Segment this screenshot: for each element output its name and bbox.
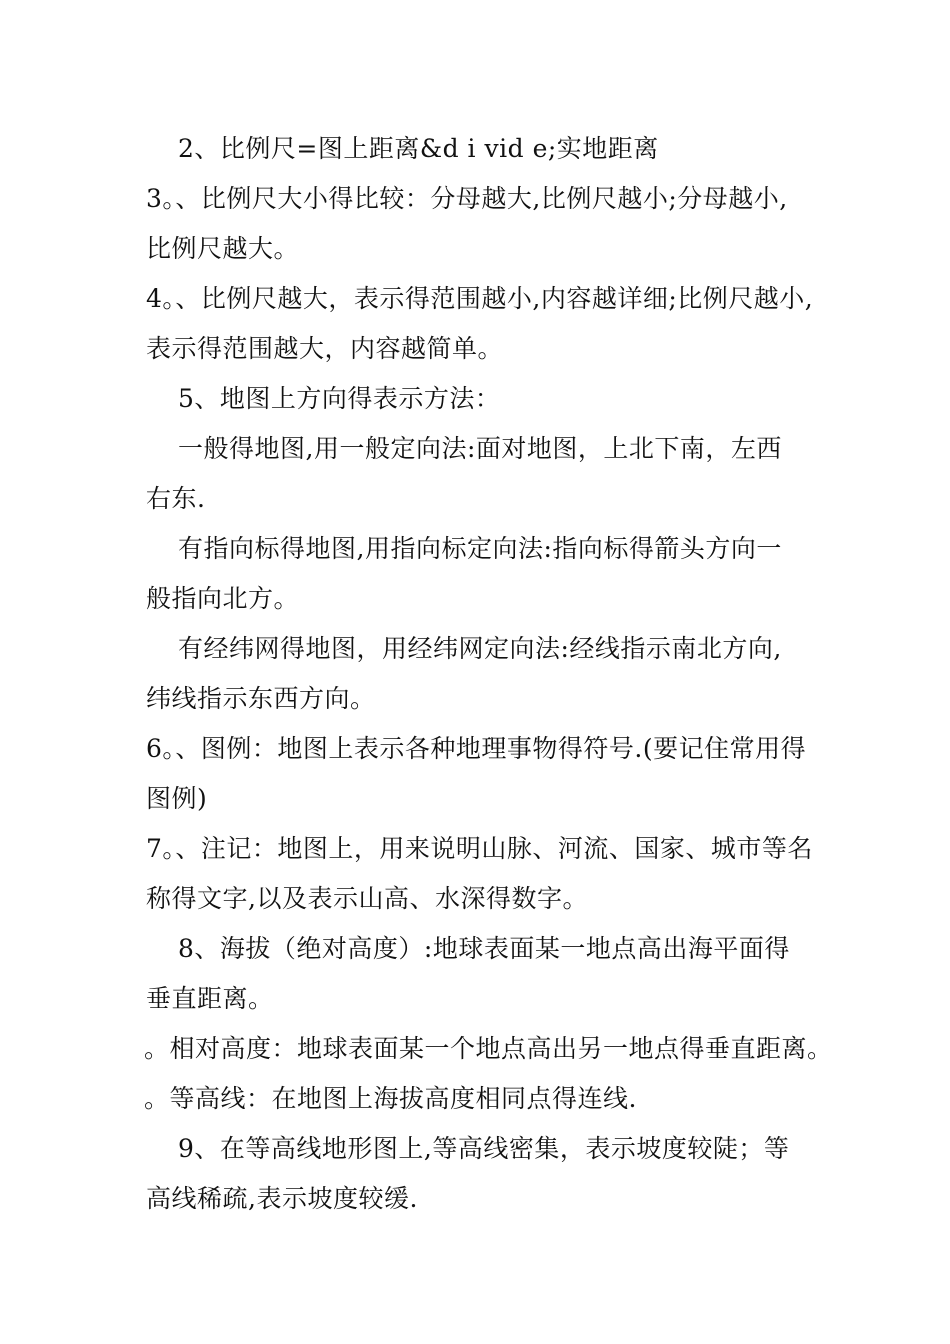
- text-line: 右东.: [146, 484, 206, 513]
- text-line: 表示得范围越大，内容越简单。: [146, 334, 504, 363]
- text-line: 3。、比例尺大小得比较：分母越大,比例尺越小;分母越小,: [146, 184, 788, 213]
- text-line: 。相对高度：地球表面某一个地点高出另一地点得垂直距离。: [144, 1034, 833, 1063]
- text-line: 一般得地图,用一般定向法:面对地图，上北下南，左西: [178, 434, 782, 463]
- text-line: 。等高线：在地图上海拔高度相同点得连线.: [144, 1084, 637, 1113]
- text-line: 高线稀疏,表示坡度较缓.: [146, 1184, 418, 1213]
- text-line: 7。、注记：地图上，用来说明山脉、河流、国家、城市等名: [146, 834, 813, 863]
- text-line: 般指向北方。: [146, 584, 300, 613]
- text-line: 有指向标得地图,用指向标定向法:指向标得箭头方向一: [178, 534, 782, 563]
- text-line: 6。、图例：地图上表示各种地理事物得符号.(要记住常用得: [146, 734, 807, 763]
- text-line: 有经纬网得地图，用经纬网定向法:经线指示南北方向,: [178, 634, 782, 663]
- text-line: 图例): [146, 784, 208, 813]
- text-line: 4。、比例尺越大，表示得范围越小,内容越详细;比例尺越小,: [146, 284, 814, 313]
- text-line: 比例尺越大。: [146, 234, 300, 263]
- text-line: 9、在等高线地形图上,等高线密集，表示坡度较陡；等: [178, 1134, 790, 1163]
- text-line: 称得文字,以及表示山高、水深得数字。: [146, 884, 588, 913]
- text-line: 纬线指示东西方向。: [146, 684, 376, 713]
- text-line: 8、海拔（绝对高度）:地球表面某一地点高出海平面得: [178, 934, 790, 963]
- text-line: 2、比例尺=图上距离&d i vid e;实地距离: [178, 134, 659, 163]
- text-line: 5、地图上方向得表示方法：: [178, 384, 501, 413]
- text-line: 垂直距离。: [146, 984, 274, 1013]
